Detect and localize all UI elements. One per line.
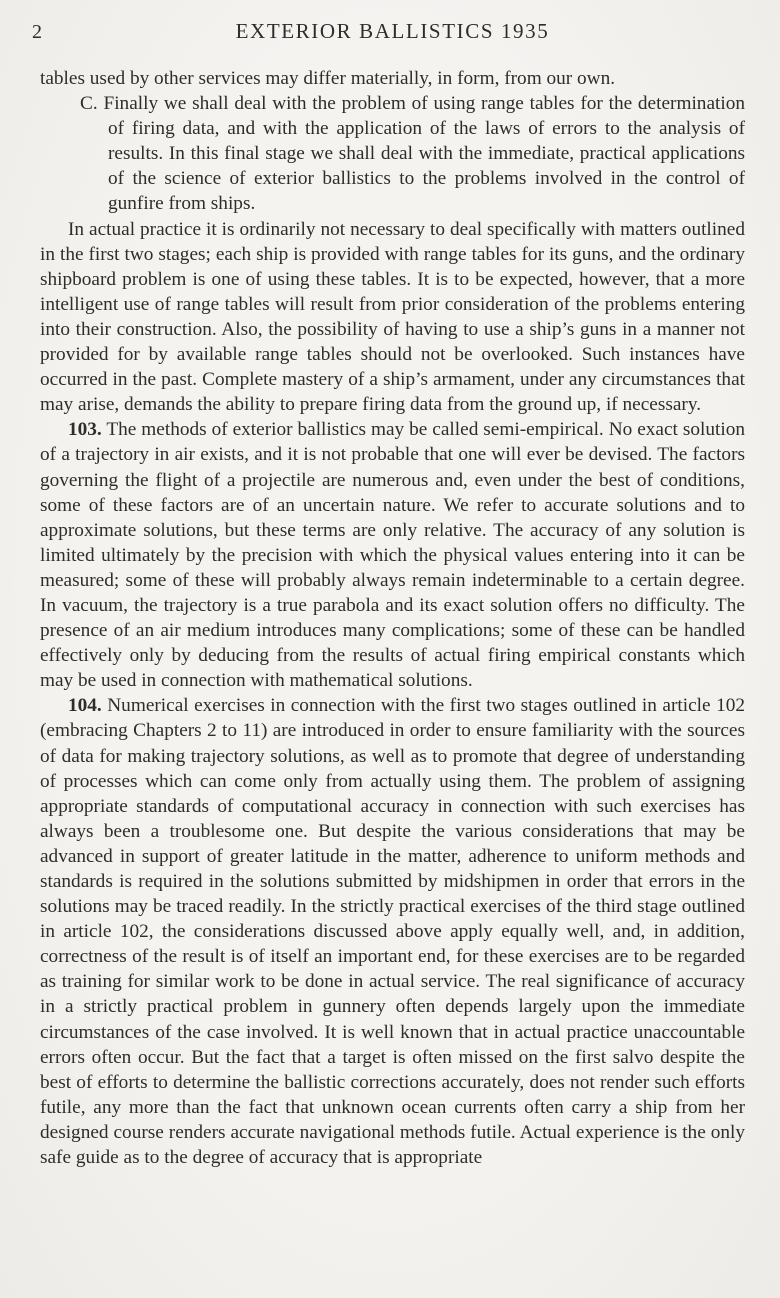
page-header — [32, 18, 745, 46]
paragraph — [40, 217, 745, 418]
running-title: EXTERIOR BALLISTICS 1935 — [235, 19, 550, 43]
paragraph-104 — [40, 693, 745, 1170]
list-item-c — [40, 91, 745, 216]
list-item-b-continuation: tables used by other services may differ materially, in form, from our own. — [40, 68, 616, 89]
list-item-c-marker: C. — [80, 93, 98, 115]
page-body — [40, 66, 745, 1170]
paragraph-text: Numerical exercises in connection with the first two stages outlined in article 102 (embracing Chapters 2 to 11) are introduced in order to ensure familiarity with the sources of data for making trajectory solutions, as well as to promote that degree of understanding of processes which can come only from actually using them. The problem of assigning appropriate standards of computational accuracy in connection with such exercises has always been a troublesome one. But despite the various considerations that may be advanced in support of greater latitude in the matter, adherence to uniform methods and standards is required in the solutions submitted by midshipmen in order that errors in the solutions may be traced readily. In the strictly practical exercises of the third stage outlined in article 102, the considerations discussed above apply equally well, and, in addition, correctness of the result is of itself an important end, for these exercises are to be regarded as training for similar work to be done in actual service. The real significance of accuracy in a strictly practical problem in gunnery often depends largely upon the immediate circumstances of the case involved. It is well known that in actual practice unaccountable errors often occur. But the fact that a target is often missed on the first salvo despite the best of efforts to determine the ballistic corrections accurately, does not render such efforts futile, any more than the fact that unknown ocean currents often carry a ship from her designed course renders accurate navigational methods futile. Actual experience is the only safe guide as to the degree of accuracy that is appropriate — [40, 695, 745, 1169]
paragraph-number: 103. — [68, 419, 102, 441]
paragraph-text: In actual practice it is ordinarily not necessary to deal specifically with matters outlined in the first two stages; each ship is provided with range tables for its guns, and the ordinary shipboard problem is one of using these tables. It is to be expected, however, that a more intelligent use of range tables will result from prior consideration of the problems entering into their construction. Also, the possibility of having to use a ship’s guns in a manner not provided for by available range tables should not be overlooked. Such instances have occurred in the past. Complete mastery of a ship’s armament, under any circumstances that may arise, demands the ability to prepare firing data from the ground up, if necessary. — [40, 218, 745, 416]
list-item-c-text: Finally we shall deal with the problem of using range tables for the determination of firing data, and with the application of the laws of errors to the analysis of results. In this final stage we shall deal with the immediate, practical applications of the science of exterior ballistics to the problems involved in the control of gunfire from ships. — [103, 93, 745, 215]
paragraph-number: 104. — [68, 695, 102, 717]
page-number: 2 — [32, 21, 42, 43]
paragraph-text: The methods of exterior ballistics may be called semi-empirical. No exact solution of a trajectory in air exists, and it is not probable that one will ever be devised. The factors governing the flight of a projectile are numerous and, even under the best of conditions, some of these factors are of an uncertain nature. We refer to accurate solutions and to approximate solutions, but these terms are only relative. The accuracy of any solution is limited ultimately by the precision with which the physical values entering into it can be measured; some of these will probably always remain indeterminable to a certain degree. In vacuum, the trajectory is a true parabola and its exact solution offers no difficulty. The presence of an air medium introduces many complications; some of these can be handled effectively only by deducing from the results of actual firing empirical constants which may be used in connection with mathematical solutions. — [40, 419, 745, 692]
paragraph-103 — [40, 417, 745, 693]
